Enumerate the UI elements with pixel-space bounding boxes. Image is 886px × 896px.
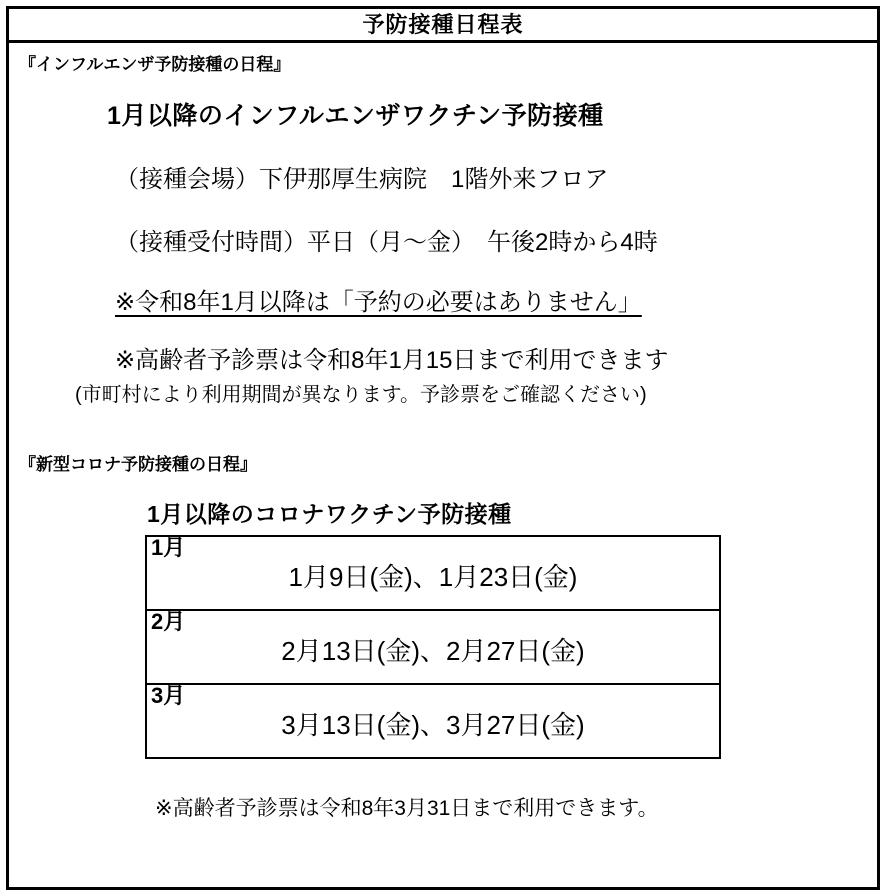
corona-schedule-table <box>145 535 721 759</box>
influenza-venue: （接種会場）下伊那厚生病院 1階外来フロア <box>115 166 609 193</box>
table-row <box>146 684 720 711</box>
corona-elderly-form-note: ※高齢者予診票は令和8年3月31日まで利用できます。 <box>155 797 659 820</box>
table-row <box>146 610 720 637</box>
influenza-municipality-note: (市町村により利用期間が異なります。予診票をご確認ください) <box>75 384 647 406</box>
table-row <box>146 637 720 684</box>
month-label: 2月 <box>151 609 186 634</box>
corona-section-label: 『新型コロナ予防接種の日程』 <box>19 455 257 474</box>
influenza-elderly-form-note: ※高齢者予診票は令和8年1月15日まで利用できます <box>115 347 669 374</box>
month-dates: 2月13日(金)、2月27日(金) <box>146 637 720 684</box>
table-row <box>146 711 720 758</box>
influenza-hours: （接種受付時間）平日（月～金） 午後2時から4時 <box>115 229 658 256</box>
influenza-reservation-note: ※令和8年1月以降は「予約の必要はありません」 <box>115 289 642 316</box>
month-label: 3月 <box>151 683 186 708</box>
table-row <box>146 563 720 610</box>
month-dates: 3月13日(金)、3月27日(金) <box>281 710 585 740</box>
page-title: 予防接種日程表 <box>362 11 524 37</box>
document-title-bar <box>9 9 877 43</box>
corona-heading: 1月以降のコロナワクチン予防接種 <box>147 501 512 527</box>
month-dates: 1月9日(金)、1月23日(金) <box>146 563 720 610</box>
document-content <box>9 46 877 887</box>
influenza-section-label: 『インフルエンザ予防接種の日程』 <box>19 55 291 74</box>
influenza-heading: 1月以降のインフルエンザワクチン予防接種 <box>107 102 604 130</box>
month-label: 1月 <box>151 535 186 560</box>
table-row <box>146 536 720 563</box>
